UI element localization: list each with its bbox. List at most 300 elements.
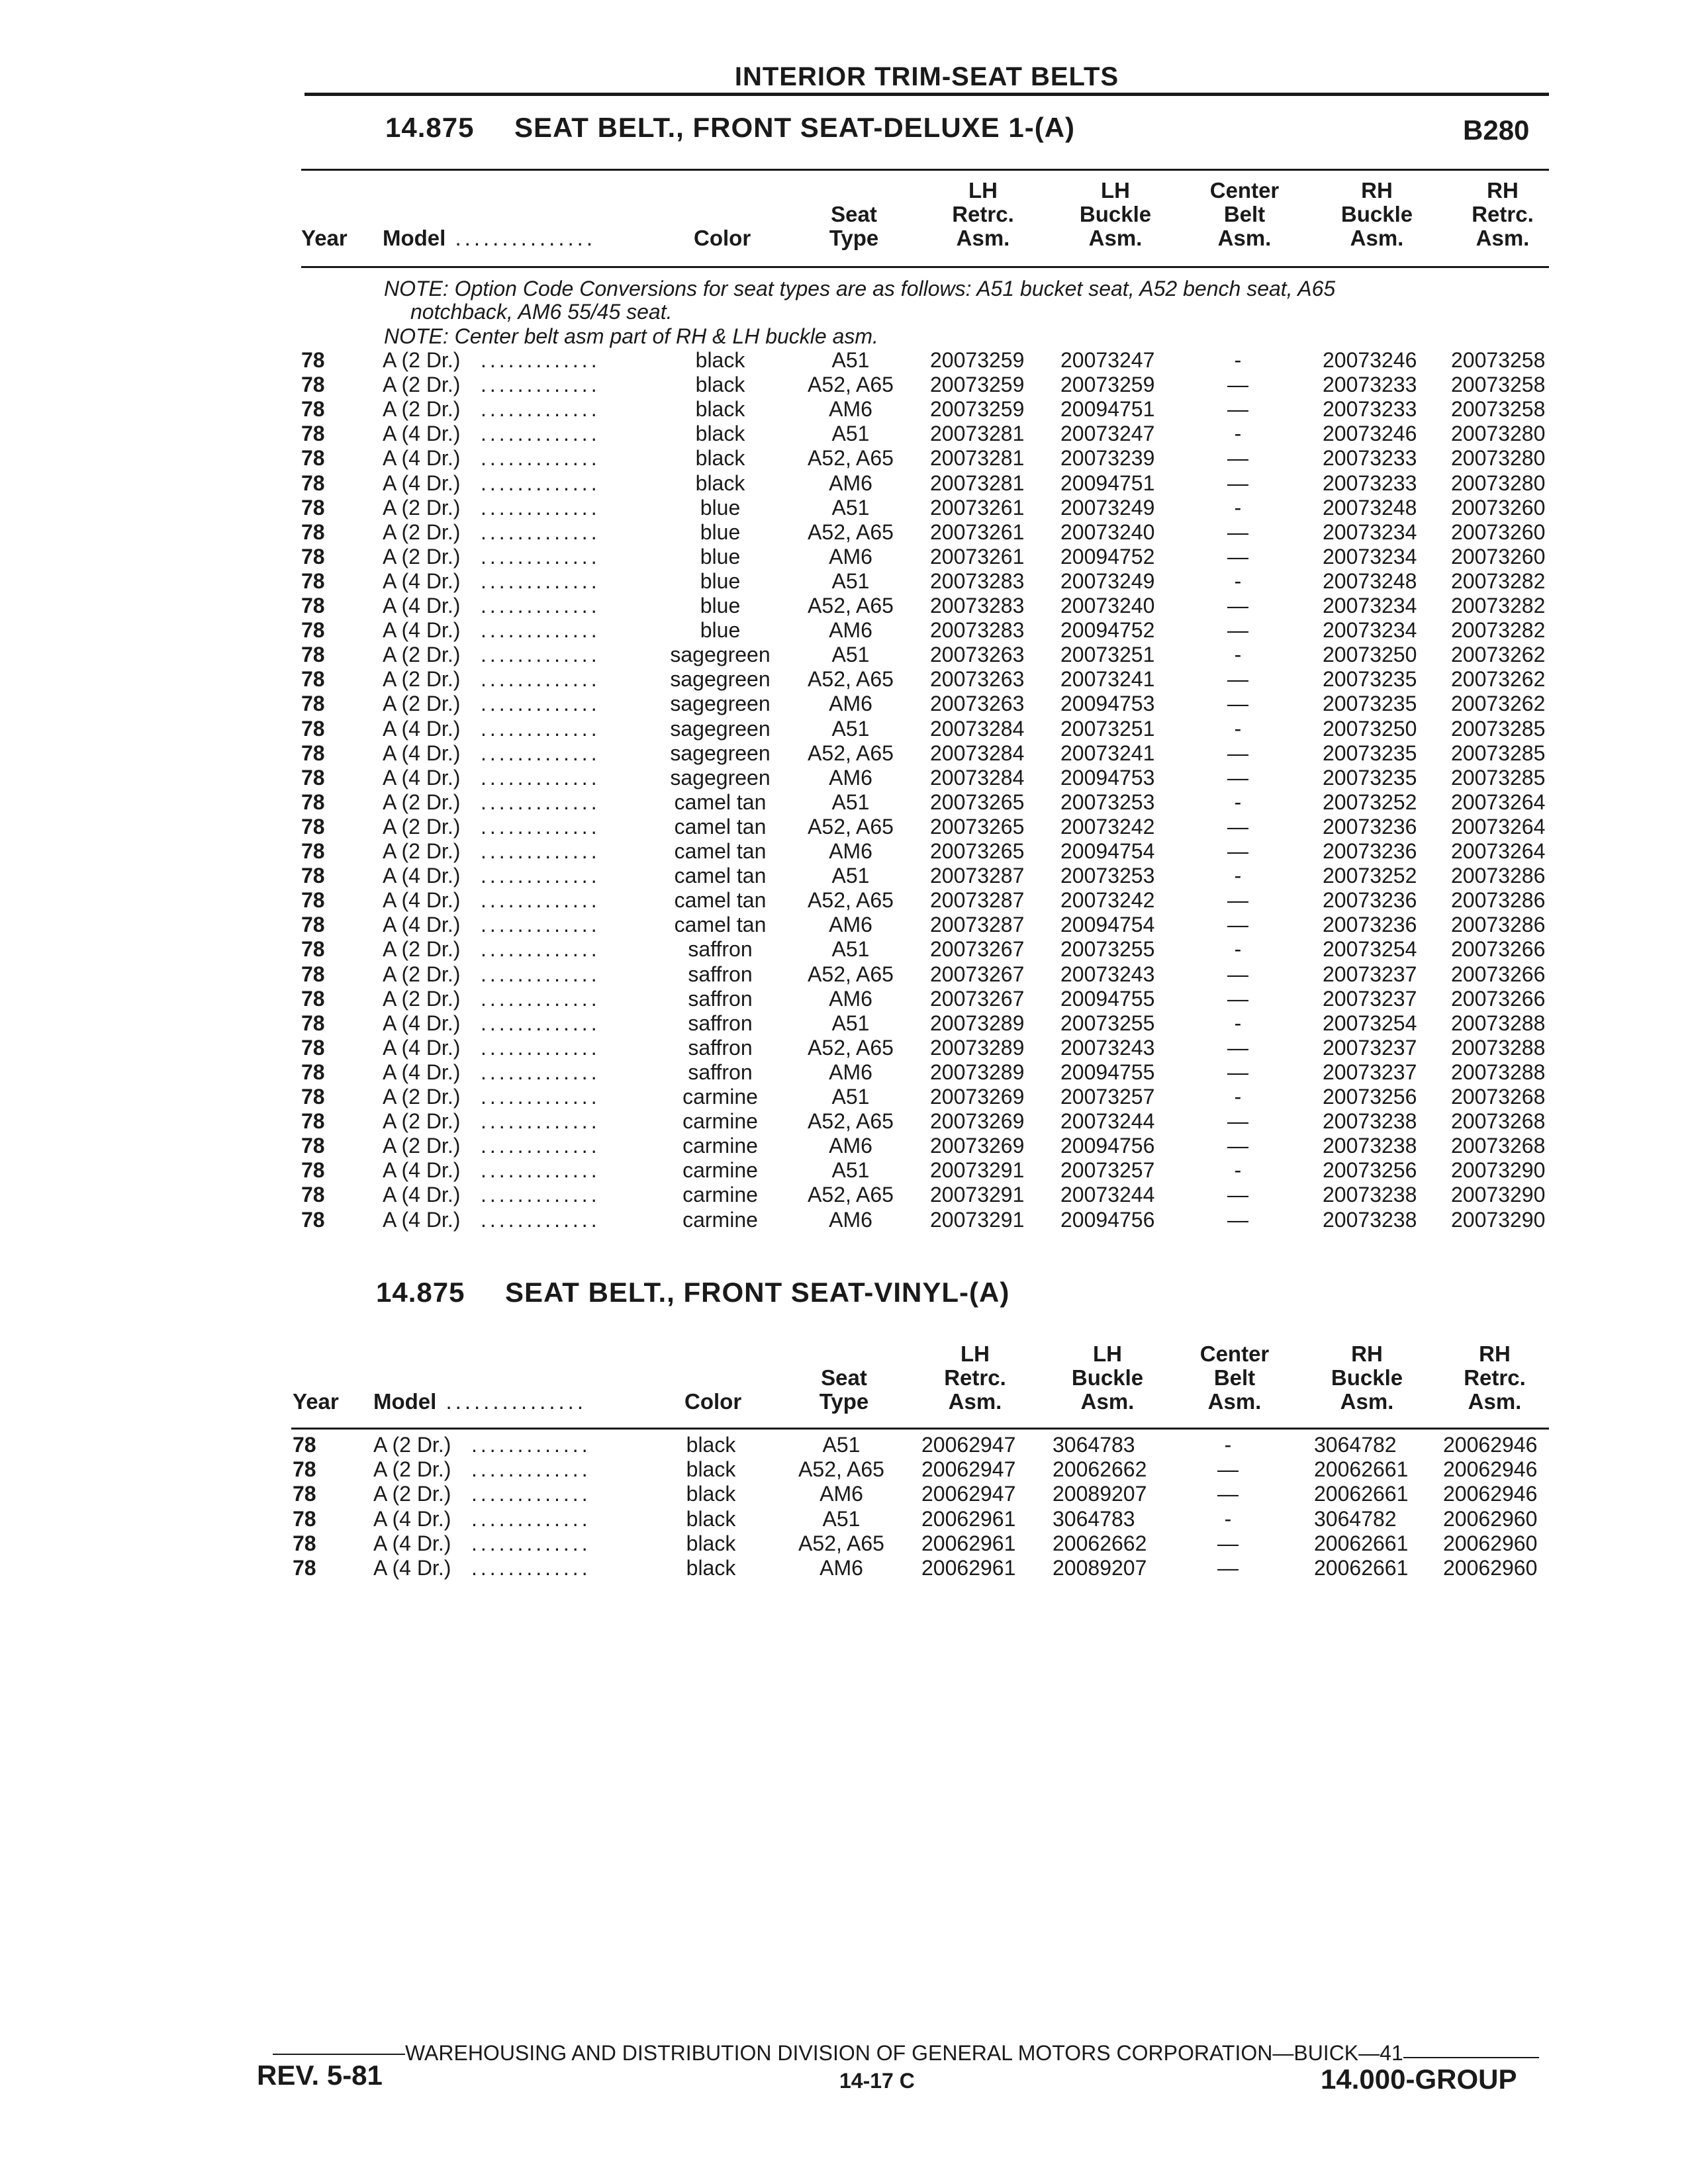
cell-seat-type: AM6	[820, 1482, 863, 1506]
cell-lh-retrc: 20062961	[921, 1556, 1016, 1580]
leader-dots: .............	[471, 1482, 591, 1506]
table-row	[0, 1556, 1688, 1580]
leader-dots: .............	[481, 1158, 600, 1183]
cell-rh-retrc: 20073285	[1451, 716, 1546, 741]
cell-lh-retrc: 20073289	[930, 1060, 1025, 1084]
cell-year: 78	[301, 716, 325, 741]
col-lh-retrc-2: LH Retrc. Asm.	[944, 1342, 1006, 1414]
leader-dots: .............	[481, 397, 600, 422]
cell-year: 78	[301, 692, 325, 716]
section1-table	[0, 348, 1688, 1242]
cell-rh-retrc: 20073264	[1451, 814, 1546, 839]
cell-rh-buckle: 20073236	[1323, 888, 1417, 913]
cell-model: A (2 Dr.)	[383, 839, 461, 863]
cell-model: A (2 Dr.)	[383, 937, 461, 962]
table-row	[0, 422, 1688, 446]
cell-rh-buckle: 20073235	[1323, 667, 1417, 692]
cell-seat-type: AM6	[829, 1134, 872, 1158]
cell-year: 78	[301, 1060, 325, 1084]
cell-lh-buckle: 20073242	[1060, 814, 1155, 839]
table-row	[0, 667, 1688, 692]
cell-rh-retrc: 20062946	[1443, 1457, 1538, 1482]
section1-top-rule	[301, 169, 1549, 171]
table-row	[0, 1109, 1688, 1134]
cell-seat-type: AM6	[829, 618, 872, 643]
cell-model: A (2 Dr.)	[383, 1134, 461, 1158]
cell-lh-buckle: 20094752	[1060, 544, 1155, 569]
cell-rh-buckle: 20073233	[1323, 471, 1417, 495]
cell-model: A (2 Dr.)	[383, 962, 461, 986]
cell-rh-buckle: 20073238	[1323, 1109, 1417, 1134]
cell-lh-buckle: 20073239	[1060, 446, 1155, 471]
section2-table	[0, 1433, 1688, 1592]
cell-rh-retrc: 20073266	[1451, 986, 1546, 1011]
cell-lh-retrc: 20073283	[930, 594, 1025, 617]
cell-rh-buckle: 20073237	[1323, 1035, 1417, 1060]
cell-center-belt: -	[1234, 495, 1242, 520]
cell-color: carmine	[682, 1085, 758, 1109]
cell-lh-retrc: 20073283	[930, 569, 1025, 593]
cell-year: 78	[301, 1158, 325, 1183]
cell-center-belt: -	[1234, 422, 1242, 446]
cell-lh-buckle: 20062662	[1053, 1531, 1147, 1555]
cell-seat-type: A52, A65	[808, 888, 894, 913]
col-lh-buckle: LH Buckle Asm.	[1079, 178, 1152, 250]
col-year-2: Year	[293, 1389, 339, 1414]
cell-rh-retrc: 20073260	[1451, 544, 1546, 569]
cell-center-belt: —	[1227, 1109, 1248, 1134]
cell-model: A (4 Dr.)	[383, 594, 461, 617]
cell-rh-buckle: 20073256	[1323, 1085, 1417, 1109]
leader-dots: .............	[481, 913, 600, 937]
cell-model: A (4 Dr.)	[383, 716, 461, 741]
cell-rh-retrc: 20073285	[1451, 741, 1546, 765]
cell-seat-type: A51	[831, 1085, 870, 1109]
cell-seat-type: A52, A65	[808, 1035, 894, 1060]
cell-year: 78	[301, 446, 325, 471]
cell-rh-retrc: 20073268	[1451, 1085, 1546, 1109]
cell-model: A (4 Dr.)	[383, 1011, 461, 1035]
cell-year: 78	[301, 1035, 325, 1060]
col-model: Model ...............	[383, 226, 596, 250]
col-center-2: Center Belt Asm.	[1199, 1342, 1270, 1414]
cell-rh-retrc: 20073282	[1451, 594, 1546, 617]
cell-rh-buckle: 20073238	[1323, 1207, 1417, 1232]
cell-center-belt: —	[1227, 814, 1248, 839]
cell-lh-buckle: 20073251	[1060, 716, 1155, 741]
cell-lh-retrc: 20073287	[930, 888, 1025, 913]
cell-color: camel tan	[674, 864, 767, 888]
cell-color: sagegreen	[670, 716, 771, 741]
cell-year: 78	[293, 1457, 316, 1482]
table-row	[0, 864, 1688, 888]
cell-model: A (4 Dr.)	[383, 913, 461, 937]
cell-model: A (2 Dr.)	[383, 348, 461, 372]
cell-lh-retrc: 20073281	[930, 471, 1025, 495]
cell-lh-retrc: 20073284	[930, 741, 1025, 765]
cell-center-belt: —	[1227, 373, 1248, 397]
cell-lh-buckle: 20094753	[1060, 692, 1155, 716]
cell-lh-buckle: 20073253	[1060, 790, 1155, 814]
cell-model: A (4 Dr.)	[383, 471, 461, 495]
cell-color: black	[686, 1457, 736, 1482]
cell-year: 78	[301, 1183, 325, 1207]
cell-year: 78	[301, 422, 325, 446]
cell-year: 78	[301, 1011, 325, 1035]
cell-center-belt: —	[1227, 594, 1248, 617]
table-row	[0, 1085, 1688, 1109]
cell-center-belt: —	[1227, 765, 1248, 790]
cell-lh-buckle: 20073259	[1060, 373, 1155, 397]
table-row	[0, 1011, 1688, 1036]
cell-seat-type: A52, A65	[808, 594, 894, 617]
cell-lh-buckle: 20073247	[1060, 422, 1155, 446]
cell-lh-retrc: 20062947	[921, 1482, 1016, 1506]
col-seat: Seat Type	[829, 202, 879, 250]
cell-color: sagegreen	[670, 692, 771, 716]
cell-lh-retrc: 20062961	[921, 1531, 1016, 1555]
cell-model: A (2 Dr.)	[373, 1482, 451, 1506]
cell-lh-buckle: 20094753	[1060, 765, 1155, 790]
cell-color: carmine	[682, 1207, 758, 1232]
cell-rh-buckle: 20073250	[1323, 643, 1417, 667]
note-center-belt: NOTE: Center belt asm part of RH & LH buckle asm.	[384, 324, 878, 348]
cell-model: A (4 Dr.)	[383, 1183, 461, 1207]
cell-seat-type: AM6	[829, 544, 872, 569]
cell-model: A (4 Dr.)	[383, 1060, 461, 1084]
cell-color: sagegreen	[670, 765, 771, 790]
cell-rh-retrc: 20073280	[1451, 446, 1546, 471]
cell-color: camel tan	[674, 790, 767, 814]
cell-lh-buckle: 20073257	[1060, 1158, 1155, 1183]
col-rh-buckle-2: RH Buckle Asm.	[1331, 1342, 1403, 1414]
cell-rh-buckle: 20073236	[1323, 814, 1417, 839]
cell-center-belt: -	[1234, 716, 1242, 741]
table-row	[0, 643, 1688, 667]
cell-color: blue	[700, 520, 741, 544]
cell-seat-type: AM6	[829, 839, 872, 863]
cell-model: A (4 Dr.)	[383, 1158, 461, 1183]
cell-center-belt: -	[1234, 643, 1242, 667]
cell-rh-buckle: 20073256	[1323, 1158, 1417, 1183]
cell-color: blue	[700, 544, 741, 569]
cell-lh-retrc: 20073261	[930, 495, 1025, 520]
section1-column-headers	[0, 179, 1688, 258]
cell-rh-buckle: 20073236	[1323, 839, 1417, 863]
cell-seat-type: A51	[831, 864, 870, 888]
leader-dots: .............	[481, 1207, 600, 1232]
cell-seat-type: AM6	[829, 986, 872, 1011]
cell-lh-retrc: 20073289	[930, 1011, 1025, 1035]
cell-seat-type: AM6	[829, 765, 872, 790]
cell-center-belt: —	[1227, 888, 1248, 913]
cell-color: sagegreen	[670, 643, 771, 667]
cell-rh-buckle: 20062661	[1314, 1556, 1409, 1580]
cell-model: A (2 Dr.)	[383, 544, 461, 569]
cell-rh-buckle: 20073254	[1323, 1011, 1417, 1035]
section2-column-headers	[0, 1342, 1688, 1422]
leader-dots: .............	[481, 471, 600, 495]
cell-lh-buckle: 3064783	[1053, 1506, 1135, 1531]
cell-lh-buckle: 20073241	[1060, 667, 1155, 692]
table-row	[0, 446, 1688, 471]
cell-seat-type: AM6	[829, 692, 872, 716]
cell-rh-retrc: 20073262	[1451, 643, 1546, 667]
cell-lh-buckle: 20062662	[1053, 1457, 1147, 1482]
leader-dots: .............	[481, 741, 600, 765]
cell-model: A (2 Dr.)	[383, 986, 461, 1011]
header-rule	[305, 93, 1549, 96]
cell-center-belt: -	[1234, 864, 1242, 888]
table-row	[0, 545, 1688, 569]
cell-model: A (4 Dr.)	[383, 1035, 461, 1060]
section1-header-rule	[301, 266, 1549, 268]
cell-rh-buckle: 20073236	[1323, 913, 1417, 937]
table-row	[0, 913, 1688, 937]
cell-seat-type: AM6	[829, 471, 872, 495]
cell-color: black	[686, 1433, 736, 1457]
col-color: Color	[694, 226, 751, 250]
leader-dots: .............	[481, 520, 600, 544]
cell-lh-buckle: 20073257	[1060, 1085, 1155, 1109]
cell-rh-buckle: 20073233	[1323, 373, 1417, 397]
cell-year: 78	[293, 1433, 316, 1457]
cell-rh-retrc: 20073286	[1451, 888, 1546, 913]
cell-model: A (2 Dr.)	[383, 520, 461, 544]
cell-rh-retrc: 20073258	[1451, 397, 1546, 422]
cell-seat-type: A52, A65	[808, 1183, 894, 1207]
cell-rh-buckle: 3064782	[1314, 1433, 1397, 1457]
footer-revision: REV. 5-81	[257, 2060, 383, 2091]
cell-lh-buckle: 20089207	[1053, 1556, 1147, 1580]
cell-lh-buckle: 20073240	[1060, 594, 1155, 617]
col-year: Year	[301, 226, 348, 250]
leader-dots: .............	[481, 446, 600, 471]
cell-rh-buckle: 20062661	[1314, 1482, 1409, 1506]
col-color-2: Color	[684, 1389, 742, 1414]
cell-model: A (2 Dr.)	[373, 1433, 451, 1457]
cell-lh-retrc: 20073265	[930, 790, 1025, 814]
cell-model: A (4 Dr.)	[383, 422, 461, 446]
cell-lh-retrc: 20073269	[930, 1085, 1025, 1109]
table-row	[0, 496, 1688, 520]
cell-color: black	[686, 1506, 736, 1531]
cell-lh-buckle: 20073243	[1060, 962, 1155, 986]
cell-lh-retrc: 20062961	[921, 1506, 1016, 1531]
cell-color: black	[686, 1482, 736, 1506]
cell-color: carmine	[682, 1109, 758, 1134]
cell-model: A (4 Dr.)	[383, 864, 461, 888]
cell-year: 78	[301, 864, 325, 888]
cell-center-belt: —	[1227, 962, 1248, 986]
table-row	[0, 741, 1688, 766]
cell-seat-type: A51	[831, 643, 870, 667]
table-row	[0, 397, 1688, 422]
col-seat-2: Seat Type	[819, 1365, 869, 1414]
cell-year: 78	[301, 913, 325, 937]
leader-dots: .............	[481, 1183, 600, 1207]
leader-dots: .............	[481, 618, 600, 643]
cell-lh-buckle: 20094756	[1060, 1207, 1155, 1232]
cell-lh-retrc: 20073263	[930, 667, 1025, 692]
cell-model: A (2 Dr.)	[383, 667, 461, 692]
cell-lh-buckle: 20094756	[1060, 1134, 1155, 1158]
table-row	[0, 962, 1688, 987]
cell-rh-buckle: 20073246	[1323, 348, 1417, 372]
cell-rh-buckle: 20073238	[1323, 1134, 1417, 1158]
cell-rh-retrc: 20073264	[1451, 790, 1546, 814]
cell-rh-buckle: 20073234	[1323, 544, 1417, 569]
cell-model: A (2 Dr.)	[383, 692, 461, 716]
cell-model: A (2 Dr.)	[383, 790, 461, 814]
cell-lh-retrc: 20073291	[930, 1207, 1025, 1232]
cell-seat-type: A51	[831, 790, 870, 814]
cell-rh-buckle: 20073252	[1323, 864, 1417, 888]
cell-lh-buckle: 20073242	[1060, 888, 1155, 913]
cell-model: A (4 Dr.)	[383, 446, 461, 471]
leader-dots: .............	[481, 962, 600, 986]
cell-lh-buckle: 20073240	[1060, 520, 1155, 544]
cell-center-belt: —	[1227, 986, 1248, 1011]
table-row	[0, 1531, 1688, 1556]
cell-lh-retrc: 20073263	[930, 692, 1025, 716]
cell-seat-type: AM6	[829, 913, 872, 937]
cell-rh-retrc: 20073286	[1451, 864, 1546, 888]
cell-center-belt: —	[1227, 397, 1248, 422]
leader-dots: .............	[481, 790, 600, 814]
leader-dots: .............	[481, 1035, 600, 1060]
cell-rh-buckle: 20073254	[1323, 937, 1417, 962]
cell-center-belt: —	[1227, 1060, 1248, 1084]
cell-color: saffron	[688, 937, 753, 962]
cell-center-belt: -	[1234, 1158, 1242, 1183]
cell-rh-retrc: 20073268	[1451, 1109, 1546, 1134]
col-rh-buckle: RH Buckle Asm.	[1340, 178, 1413, 250]
cell-lh-retrc: 20073291	[930, 1158, 1025, 1183]
cell-year: 78	[293, 1556, 316, 1580]
cell-model: A (4 Dr.)	[383, 569, 461, 593]
cell-rh-retrc: 20073290	[1451, 1158, 1546, 1183]
cell-rh-buckle: 20073235	[1323, 692, 1417, 716]
cell-model: A (2 Dr.)	[383, 495, 461, 520]
cell-color: black	[695, 471, 745, 495]
table-row	[0, 348, 1688, 373]
cell-color: black	[695, 348, 745, 372]
table-row	[0, 618, 1688, 643]
cell-rh-retrc: 20073282	[1451, 569, 1546, 593]
cell-color: saffron	[688, 1011, 753, 1035]
section1-code: B280	[1463, 114, 1530, 146]
note-option-codes-line2: notchback, AM6 55/45 seat.	[410, 300, 673, 324]
cell-rh-buckle: 20062661	[1314, 1457, 1409, 1482]
table-row	[0, 1158, 1688, 1183]
cell-seat-type: A51	[822, 1433, 861, 1457]
leader-dots: .............	[481, 1085, 600, 1109]
cell-model: A (4 Dr.)	[373, 1531, 451, 1555]
cell-center-belt: —	[1227, 667, 1248, 692]
page-header: INTERIOR TRIM-SEAT BELTS	[734, 62, 1119, 91]
cell-lh-buckle: 20073249	[1060, 569, 1155, 593]
table-row	[0, 937, 1688, 962]
cell-lh-retrc: 20073269	[930, 1109, 1025, 1134]
cell-year: 78	[301, 839, 325, 863]
cell-seat-type: A52, A65	[808, 962, 894, 986]
cell-lh-retrc: 20073259	[930, 373, 1025, 397]
cell-center-belt: —	[1227, 741, 1248, 765]
footer-rule-right	[1403, 2057, 1539, 2058]
cell-rh-retrc: 20073266	[1451, 937, 1546, 962]
cell-rh-retrc: 20073264	[1451, 839, 1546, 863]
cell-rh-retrc: 20062960	[1443, 1506, 1538, 1531]
cell-center-belt: —	[1227, 1035, 1248, 1060]
cell-model: A (4 Dr.)	[383, 618, 461, 643]
cell-rh-buckle: 20073234	[1323, 618, 1417, 643]
cell-model: A (4 Dr.)	[383, 888, 461, 913]
cell-year: 78	[301, 544, 325, 569]
cell-year: 78	[301, 741, 325, 765]
cell-lh-buckle: 20073247	[1060, 348, 1155, 372]
cell-model: A (2 Dr.)	[383, 814, 461, 839]
cell-seat-type: A51	[831, 1158, 870, 1183]
cell-model: A (2 Dr.)	[383, 1085, 461, 1109]
table-row	[0, 1183, 1688, 1207]
cell-lh-buckle: 20073253	[1060, 864, 1155, 888]
cell-color: blue	[700, 569, 741, 593]
cell-color: black	[695, 422, 745, 446]
cell-color: saffron	[688, 1035, 753, 1060]
cell-lh-retrc: 20073267	[930, 937, 1025, 962]
cell-color: black	[695, 397, 745, 422]
cell-rh-retrc: 20073288	[1451, 1011, 1546, 1035]
cell-lh-retrc: 20073283	[930, 618, 1025, 643]
section2-number: 14.875	[376, 1277, 465, 1308]
cell-year: 78	[301, 348, 325, 372]
cell-year: 78	[301, 618, 325, 643]
cell-seat-type: A51	[831, 569, 870, 593]
cell-seat-type: A51	[831, 495, 870, 520]
cell-lh-retrc: 20073259	[930, 348, 1025, 372]
leader-dots: .............	[481, 692, 600, 716]
cell-rh-retrc: 20073258	[1451, 373, 1546, 397]
cell-rh-buckle: 20073233	[1323, 446, 1417, 471]
cell-lh-buckle: 20073255	[1060, 1011, 1155, 1035]
table-row	[0, 1433, 1688, 1457]
cell-seat-type: A51	[831, 348, 870, 372]
cell-lh-retrc: 20073261	[930, 520, 1025, 544]
cell-year: 78	[293, 1531, 316, 1555]
leader-dots: .............	[481, 594, 600, 617]
cell-rh-retrc: 20073268	[1451, 1134, 1546, 1158]
cell-rh-retrc: 20073286	[1451, 913, 1546, 937]
cell-color: saffron	[688, 1060, 753, 1084]
leader-dots: .............	[481, 986, 600, 1011]
cell-seat-type: A52, A65	[798, 1457, 884, 1482]
footer-page-number: 14-17 C	[839, 2069, 915, 2093]
cell-center-belt: —	[1227, 1183, 1248, 1207]
cell-rh-retrc: 20073262	[1451, 667, 1546, 692]
section2-header-rule	[291, 1428, 1549, 1430]
cell-year: 78	[301, 520, 325, 544]
cell-lh-buckle: 20073255	[1060, 937, 1155, 962]
table-row	[0, 1507, 1688, 1531]
cell-year: 78	[301, 962, 325, 986]
cell-center-belt: —	[1217, 1482, 1239, 1506]
cell-seat-type: A51	[831, 422, 870, 446]
cell-lh-buckle: 20073243	[1060, 1035, 1155, 1060]
leader-dots: .............	[471, 1433, 591, 1457]
cell-year: 78	[301, 373, 325, 397]
cell-rh-buckle: 20073248	[1323, 495, 1417, 520]
